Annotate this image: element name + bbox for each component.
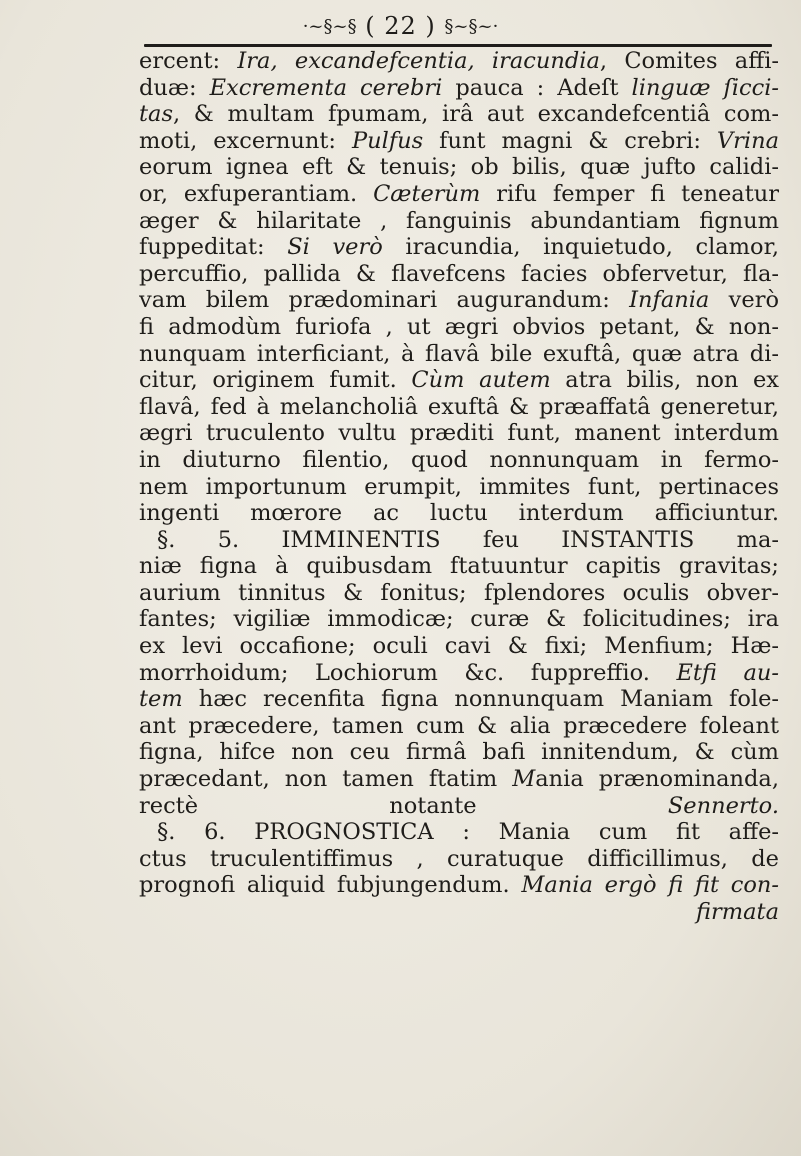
text-line [139, 686, 779, 713]
text-span: morrhoidum; Lochiorum &c. fuppreffio. [139, 659, 677, 686]
text-line [139, 48, 779, 75]
text-span: ant præcedere, tamen cum & alia præcedere foleant [139, 712, 779, 739]
text-line [139, 899, 779, 926]
text-line [139, 341, 779, 368]
text-span: or, exfuperantiam. [139, 180, 374, 207]
text-line [139, 660, 779, 687]
italic-span: tem [139, 686, 183, 713]
text-line [139, 527, 779, 554]
text-line [139, 394, 779, 421]
text-line [139, 208, 779, 235]
italic-span: firmata [696, 899, 779, 925]
text-span: fuppeditat: [139, 234, 288, 261]
italic-span: Cæterùm [373, 180, 481, 207]
text-line [139, 606, 779, 633]
italic-span: linguæ ſicci- [631, 74, 779, 101]
italic-span: Sennerto. [667, 792, 779, 819]
text-line [139, 553, 779, 580]
text-span: eorum ignea eft & tenuis; ob bilis, quæ jufto calidi- [139, 154, 779, 181]
text-line [139, 713, 779, 740]
text-line [139, 447, 779, 474]
italic-span: tas [139, 101, 174, 128]
text-span: ægri truculento vultu præditi funt, manent interdum [139, 420, 779, 447]
text-line [139, 367, 779, 394]
text-line [139, 819, 779, 846]
ornament-right-icon: §~§~· [444, 16, 499, 37]
text-span: rectè notante [139, 792, 668, 819]
text-span: percuffio, pallida & flavefcens facies obfervetur, fla- [139, 260, 779, 287]
text-span: pauca : Adeſt [442, 74, 632, 101]
text-line [139, 101, 779, 128]
text-line [139, 500, 779, 527]
text-span: niæ figna à quibusdam ftatuuntur capitis gravitas; [139, 553, 779, 580]
italic-span: Mania ergò fi fit con- [521, 872, 779, 899]
text-span: vam bilem prædominari augurandum: [139, 287, 630, 314]
text-span: flavâ, fed à melancholiâ exuftâ & præaffatâ generetur, [139, 393, 779, 420]
italic-span: Vrina [716, 127, 779, 154]
text-span: §. 6. PROGNOSTICA : Mania cum fit affe- [157, 819, 779, 846]
text-span: , Comites affi- [599, 48, 779, 74]
text-line [139, 420, 779, 447]
text-span: aurium tinnitus & fonitus; fplendores oculis obver- [139, 579, 779, 606]
text-line [139, 474, 779, 501]
text-line [139, 287, 779, 314]
text-span: verò [709, 287, 779, 314]
page-header [0, 6, 801, 46]
text-line [139, 75, 779, 102]
text-line [139, 872, 779, 899]
italic-span: M [512, 766, 536, 793]
text-span: , & multam fpumam, irâ aut excandefcentiâ com- [173, 101, 779, 128]
text-span: ingenti mœrore ac luctu interdum afficiuntur. [139, 500, 779, 527]
body-text [139, 48, 779, 926]
text-line [139, 128, 779, 155]
text-line [139, 181, 779, 208]
text-line [139, 739, 779, 766]
text-span: iracundia, inquietudo, clamor, [382, 234, 779, 261]
text-line [139, 766, 779, 793]
italic-span: Pulfus [352, 127, 424, 154]
text-span: §. 5. IMMINENTIS feu INSTANTIS ma- [157, 526, 779, 553]
italic-span: Cùm autem [411, 367, 551, 394]
text-span: funt magni & crebri: [423, 127, 717, 154]
text-line [139, 261, 779, 288]
italic-span: Infania [629, 287, 710, 314]
text-span: hæc recenfita figna nonnunquam Maniam fole- [182, 686, 779, 713]
text-line [139, 314, 779, 341]
text-span: prognofi aliquid fubjungendum. [139, 872, 522, 899]
text-span: citur, originem fumit. [139, 367, 412, 394]
text-span: atra bilis, non ex [550, 367, 779, 394]
text-span: figna, hifce non ceu firmâ bafi innitendum, & cùm [139, 739, 779, 766]
italic-span: Si verò [287, 234, 383, 261]
text-span: ania prænominanda, [535, 766, 779, 793]
text-span: ctus truculentiffimus , curatuque difficillimus, de [139, 845, 779, 872]
text-span: nem importunum erumpit, immites funt, pertinaces [139, 473, 779, 500]
text-span: moti, excernunt: [139, 127, 352, 154]
text-line [139, 154, 779, 181]
page-number: ( 22 ) [365, 12, 436, 40]
text-line [139, 846, 779, 873]
text-span: præcedant, non tamen ftatim [139, 766, 513, 793]
text-line [139, 580, 779, 607]
text-span: fantes; vigiliæ immodicæ; curæ & folicitudines; ira [139, 606, 779, 633]
text-span: duæ: [139, 74, 210, 101]
text-span: fi admodùm furiofa , ut ægri obvios petant, & non- [139, 313, 779, 340]
text-span: ex levi occafione; oculi cavi & fixi; Menfium; Hæ- [139, 633, 779, 660]
text-span: æger & hilaritate , fanguinis abundantiam fignum [139, 207, 779, 234]
text-span: nunquam interficiant, à flavâ bile exuftâ, quæ atra di- [139, 340, 779, 367]
ornament-left-icon: ·~§~§ [302, 16, 357, 37]
header-rule [144, 44, 772, 47]
italic-span: Excrementa cerebri [209, 74, 443, 101]
italic-span: Ira, excandefcentia, iracundia [237, 48, 600, 74]
text-line [139, 234, 779, 261]
text-span: in diuturno filentio, quod nonnunquam in fermo- [139, 446, 779, 473]
text-line [139, 793, 779, 820]
italic-span: Etfi au- [676, 659, 779, 686]
text-line [139, 633, 779, 660]
text-span: ercent: [139, 48, 238, 74]
text-span: rifu femper fi teneatur [480, 180, 779, 207]
